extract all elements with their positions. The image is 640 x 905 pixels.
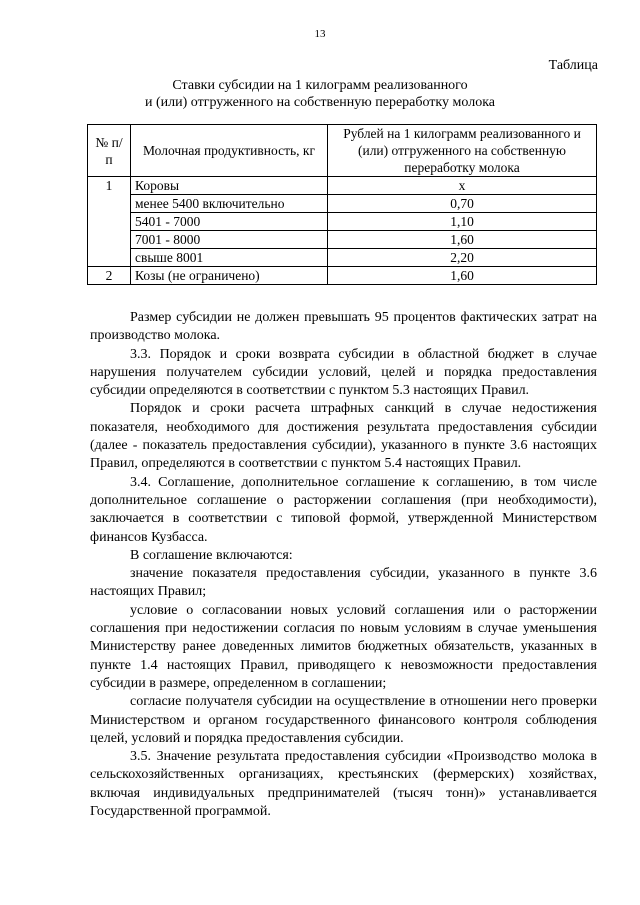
row-rate: 1,10 <box>328 213 597 231</box>
body-text <box>90 309 597 821</box>
row-rate: 0,70 <box>328 195 597 213</box>
subsidy-rates-table <box>87 124 597 285</box>
row-productivity: свыше 8001 <box>131 249 328 267</box>
table-label: Таблица <box>548 58 598 73</box>
page-number: 13 <box>314 28 326 40</box>
row-productivity: 5401 - 7000 <box>131 213 328 231</box>
table-title <box>0 77 640 111</box>
row-productivity: Козы (не ограничено) <box>131 267 328 285</box>
table-row <box>88 249 597 267</box>
table-header-row <box>88 125 597 177</box>
header-num: № п/п <box>88 125 131 177</box>
paragraph: 3.5. Значение результата предоставления субсидии «Производство молока в сельскохозяйственных организациях, крестьянских (фермерских) хозяйствах, включая индивидуальных предпринимателей (тысяч тонн)» устанавливается Государственной программой. <box>90 749 597 820</box>
paragraph: значение показателя предоставления субсидии, указанного в пункте 3.6 настоящих Правил; <box>90 566 597 600</box>
row-productivity: менее 5400 включительно <box>131 195 328 213</box>
table-row <box>88 231 597 249</box>
row-rate: 1,60 <box>328 231 597 249</box>
table-title-line: и (или) отгруженного на собственную переработку молока <box>145 95 495 110</box>
row-rate: х <box>328 177 597 195</box>
row-rate: 2,20 <box>328 249 597 267</box>
row-productivity: 7001 - 8000 <box>131 231 328 249</box>
row-productivity: Коровы <box>131 177 328 195</box>
header-productivity: Молочная продуктивность, кг <box>131 125 328 177</box>
paragraph: Размер субсидии не должен превышать 95 процентов фактических затрат на производство молока. <box>90 310 597 344</box>
table-row <box>88 213 597 231</box>
paragraph: согласие получателя субсидии на осуществление в отношении него проверки Министерством и органом государственного финансового контроля соблюдения целей, условий и порядка предоставления субсидии. <box>90 694 597 746</box>
row-num: 2 <box>88 267 131 285</box>
table-row <box>88 177 597 195</box>
paragraph: 3.3. Порядок и сроки возврата субсидии в областной бюджет в случае нарушения получателем субсидии условий, целей и порядка предоставления субсидии определяются в соответствии с пунктом 5.3 настоящих Правил. <box>90 346 597 399</box>
paragraph: В соглашение включаются: <box>130 547 293 563</box>
paragraph: 3.4. Соглашение, дополнительное соглашение к соглашению, в том числе дополнительное соглашение о расторжении соглашения (при необходимости), заключается в соответствии с типовой формой, утвержденной Министерством финансов Кузбасса. <box>90 474 597 545</box>
header-rate: Рублей на 1 килограмм реализованного и (или) отгруженного на собственную переработку молока <box>328 125 597 177</box>
row-num: 1 <box>88 177 131 267</box>
paragraph: условие о согласовании новых условий соглашения или о расторжении соглашения при недостижении согласия по новым условиям в случае уменьшения Министерству ранее доведенных лимитов бюджетных обязательств, указанных в пункте 1.4 настоящих Правил, приводящего к невозможности предоставления субсидии в размере, определенном в соглашении; <box>90 602 597 691</box>
table-row <box>88 267 597 285</box>
paragraph: Порядок и сроки расчета штрафных санкций в случае недостижения показателя, необходимого для достижения результата предоставления субсидии (далее - показатель предоставления субсидии), указанного в пункте 3.6 настоящих Правил, определяются в соответствии с пунктом 5.4 настоящих Правил. <box>90 401 597 472</box>
row-rate: 1,60 <box>328 267 597 285</box>
table-title-line: Ставки субсидии на 1 килограмм реализованного <box>172 78 468 93</box>
table-row <box>88 195 597 213</box>
